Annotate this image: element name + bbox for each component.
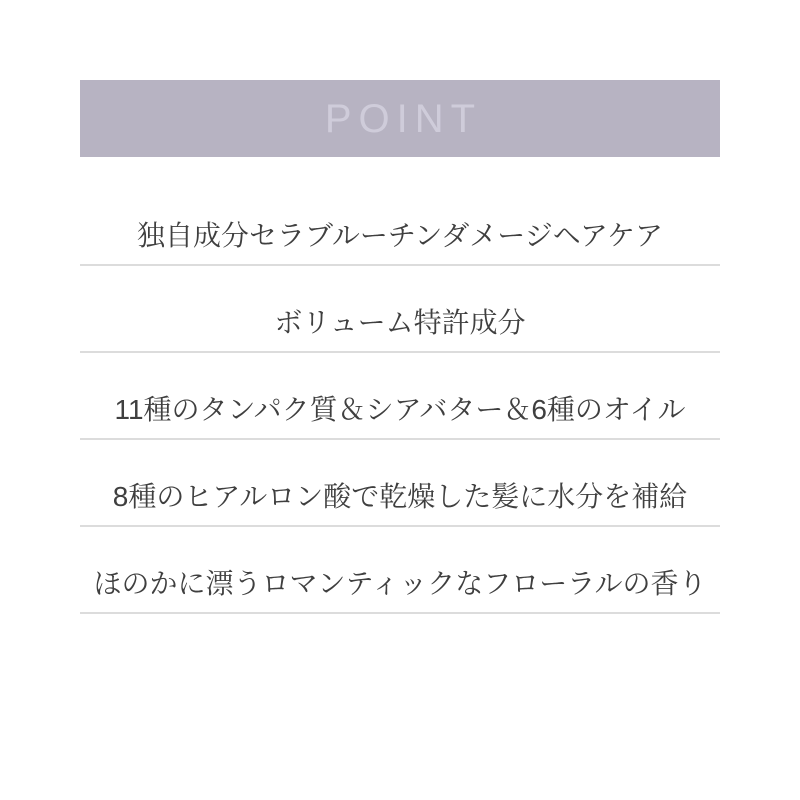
list-item (80, 353, 720, 440)
list-item (80, 527, 720, 614)
list-item (80, 266, 720, 353)
list-item (80, 440, 720, 527)
point-text-1: 独自成分セラブルーチンダメージヘアケア (136, 219, 664, 251)
point-text-4: 8種のヒアルロン酸で乾燥した髪に水分を補給 (112, 480, 688, 512)
point-header-bar (80, 80, 720, 157)
point-header-title: POINT (324, 96, 483, 141)
point-text-5: ほのかに漂うロマンティックなフローラルの香り (93, 567, 707, 599)
list-item (80, 157, 720, 266)
point-text-3: 11種のタンパク質＆シアバター＆6種のオイル (114, 393, 686, 425)
point-text-2: ボリューム特許成分 (274, 306, 526, 338)
point-panel (80, 80, 720, 614)
point-list (80, 157, 720, 614)
